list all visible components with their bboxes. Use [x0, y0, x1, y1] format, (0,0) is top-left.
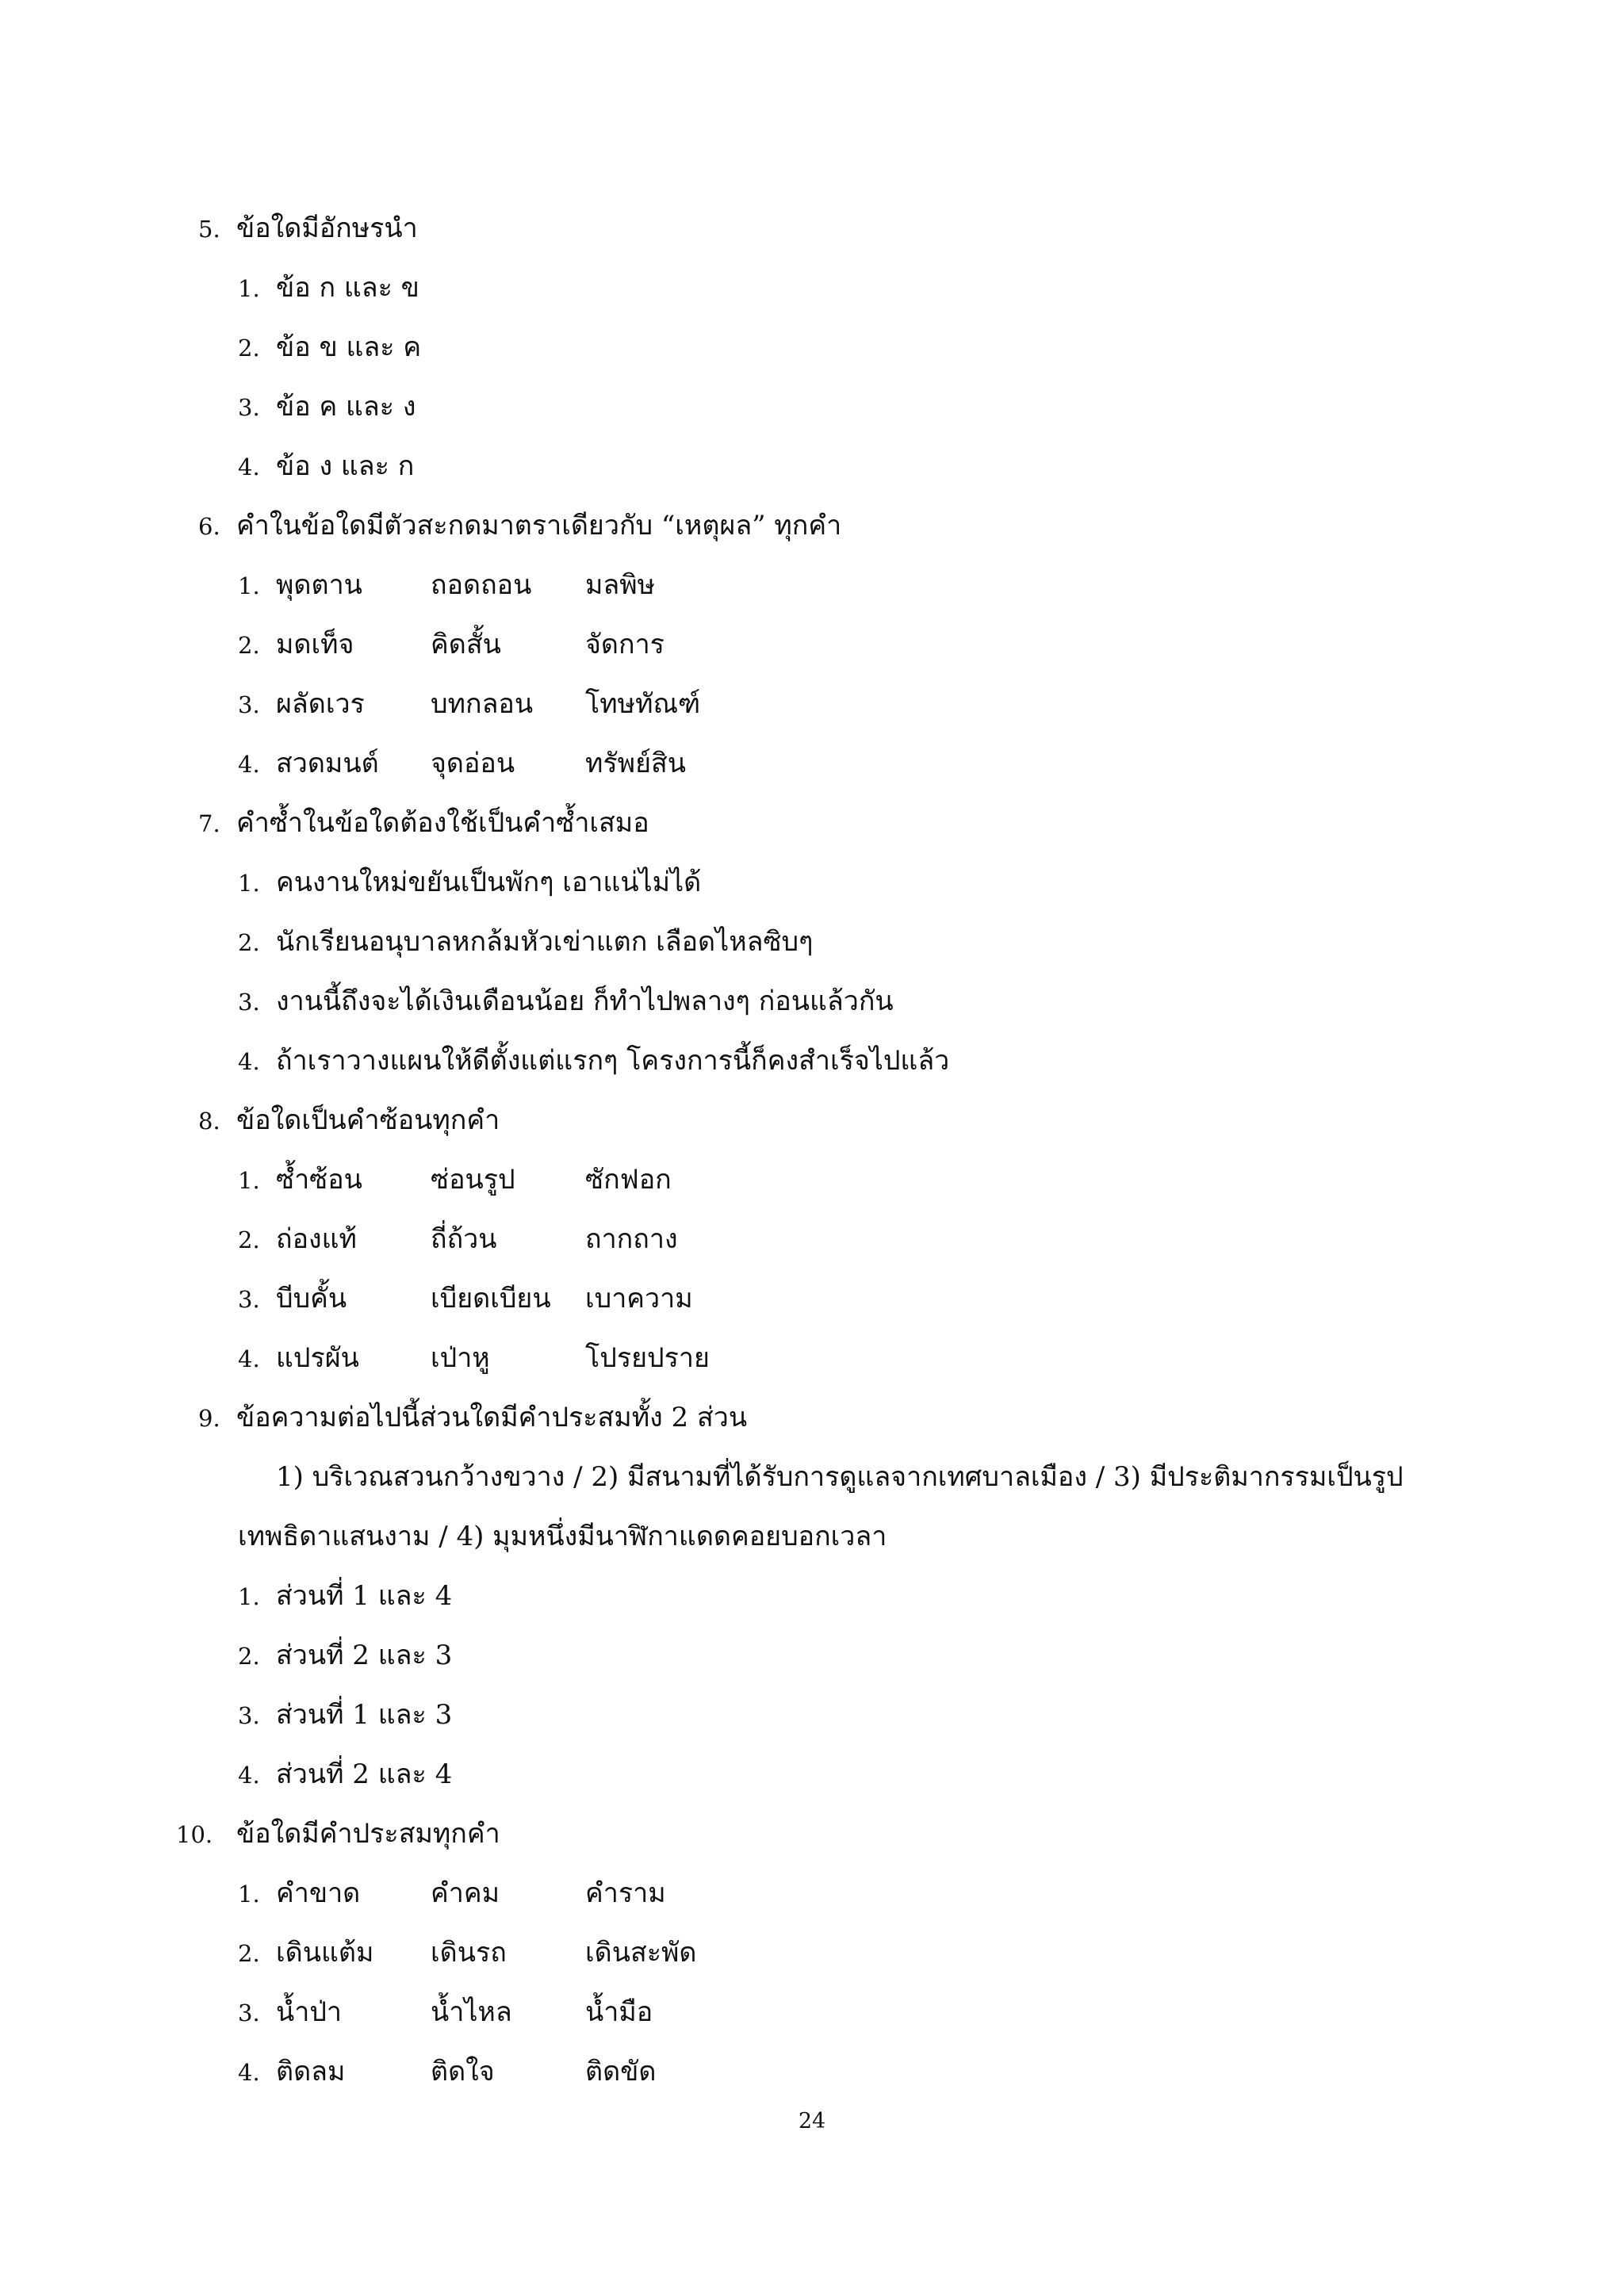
choice-number: 2. — [238, 1643, 260, 1670]
choice-text: ข้อ ก และ ข — [276, 272, 419, 304]
choice-q5-1 — [238, 270, 419, 306]
choice-q6-4 — [238, 746, 687, 782]
choice-word: ทรัพย์สิน — [585, 748, 687, 779]
choice-number: 3. — [238, 1999, 260, 2026]
question-9 — [198, 1400, 747, 1436]
choice-q8-2 — [238, 1222, 678, 1257]
choice-q6-2 — [238, 627, 665, 663]
choice-number: 4. — [238, 1048, 260, 1075]
choice-word: น้ำป่า — [276, 1996, 343, 2028]
choice-word: เดินแต้ม — [276, 1937, 374, 1969]
choice-number: 1. — [238, 1881, 260, 1908]
choice-q5-2 — [238, 330, 421, 365]
question-text: คำในข้อใดมีตัวสะกดมาตราเดียวกับ “เหตุผล” ทุกคำ — [236, 510, 842, 541]
question-number: 9. — [198, 1405, 220, 1432]
choice-number: 1. — [238, 1167, 260, 1194]
choice-q6-1 — [238, 568, 656, 603]
choice-word: ซักฟอก — [585, 1164, 672, 1196]
choice-number: 3. — [238, 1286, 260, 1313]
choice-word: มลพิษ — [585, 569, 656, 601]
question-text: ข้อใดมีอักษรนำ — [236, 212, 418, 244]
question-number: 5. — [198, 216, 220, 243]
question-10 — [176, 1816, 500, 1852]
choice-q7-2 — [238, 924, 813, 960]
choice-q9-2 — [238, 1638, 452, 1674]
choice-q9-3 — [238, 1697, 452, 1733]
choice-word: น้ำมือ — [585, 1996, 653, 2028]
choice-word: เบาความ — [585, 1283, 693, 1314]
choice-q8-4 — [238, 1341, 710, 1376]
choice-word: คิดสั้น — [431, 629, 501, 660]
question-text: ข้อใดเป็นคำซ้อนทุกคำ — [236, 1104, 500, 1136]
choice-word: บทกลอน — [431, 688, 534, 720]
choice-text: คนงานใหม่ขยันเป็นพักๆ เอาแน่ไม่ได้ — [276, 867, 702, 898]
choice-q8-3 — [238, 1281, 693, 1317]
choice-text: ถ้าเราวางแผนให้ดีตั้งแต่แรกๆ โครงการนี้ก็คงสำเร็จไปแล้ว — [276, 1045, 950, 1077]
question-number: 6. — [198, 513, 220, 540]
choice-q10-3 — [238, 1995, 653, 2030]
choice-text: ข้อ ค และ ง — [276, 391, 416, 423]
page-number: 24 — [798, 2109, 826, 2133]
choice-text: นักเรียนอนุบาลหกล้มหัวเข่าแตก เลือดไหลซิบๆ — [276, 926, 814, 958]
choice-word: พุดตาน — [276, 569, 362, 601]
choice-number: 1. — [238, 275, 260, 302]
choice-word: สวดมนต์ — [276, 748, 379, 779]
choice-q7-1 — [238, 865, 701, 901]
question-6 — [198, 508, 841, 544]
choice-word: บีบคั้น — [276, 1283, 347, 1314]
choice-q10-4 — [238, 2054, 657, 2090]
choice-text: ส่วนที่ 2 และ 3 — [276, 1640, 453, 1671]
question-number: 10. — [176, 1821, 213, 1848]
choice-text: ข้อ ง และ ก — [276, 450, 415, 482]
question-7 — [198, 806, 649, 841]
choice-q6-3 — [238, 687, 701, 722]
choice-text: ส่วนที่ 1 และ 4 — [276, 1580, 453, 1612]
choice-q7-3 — [238, 984, 894, 1020]
choice-number: 3. — [238, 394, 260, 421]
choice-q8-1 — [238, 1162, 672, 1198]
question-number: 7. — [198, 810, 220, 837]
choice-q9-4 — [238, 1757, 452, 1793]
choice-q5-4 — [238, 449, 414, 484]
choice-word: โทษทัณฑ์ — [585, 688, 701, 720]
choice-number: 2. — [238, 929, 260, 956]
passage-line-1: 1) บริเวณสวนกว้างขวาง / 2) มีสนามที่ได้รับการดูแลจากเทศบาลเมือง / 3) มีประติมากรรมเป็นรูป — [276, 1461, 1404, 1493]
choice-word: ถี่ถ้วน — [431, 1223, 497, 1255]
choice-word: คำขาด — [276, 1877, 361, 1909]
choice-q10-1 — [238, 1876, 666, 1911]
choice-word: ซ้ำซ้อน — [276, 1164, 362, 1196]
passage-line-2: เทพธิดาแสนงาม / 4) มุมหนึ่งมีนาฬิกาแดดคอยบอกเวลา — [238, 1521, 887, 1552]
choice-text: ส่วนที่ 1 และ 3 — [276, 1699, 453, 1731]
choice-text: ข้อ ข และ ค — [276, 331, 422, 363]
choice-word: จุดอ่อน — [431, 748, 515, 779]
choice-number: 3. — [238, 691, 260, 718]
choice-word: ผลัดเวร — [276, 688, 365, 720]
choice-number: 1. — [238, 572, 260, 599]
question-5 — [198, 211, 418, 247]
choice-word: คำคม — [431, 1877, 500, 1909]
choice-word: จัดการ — [585, 629, 665, 660]
choice-number: 4. — [238, 751, 260, 778]
choice-number: 3. — [238, 1702, 260, 1729]
choice-q5-3 — [238, 389, 416, 425]
choice-number: 1. — [238, 1583, 260, 1610]
choice-word: มดเท็จ — [276, 629, 354, 660]
choice-word: ถากถาง — [585, 1223, 678, 1255]
choice-number: 4. — [238, 1762, 260, 1789]
choice-word: ติดใจ — [431, 2056, 495, 2087]
choice-word: แปรผัน — [276, 1342, 359, 1374]
choice-text: งานนี้ถึงจะได้เงินเดือนน้อย ก็ทำไปพลางๆ ก่อนแล้วกัน — [276, 985, 894, 1017]
choice-word: ถ่องแท้ — [276, 1223, 357, 1255]
question-number: 8. — [198, 1108, 220, 1135]
choice-word: เดินสะพัด — [585, 1937, 697, 1969]
choice-number: 1. — [238, 870, 260, 897]
choice-word: โปรยปราย — [585, 1342, 710, 1374]
choice-q10-2 — [238, 1935, 697, 1971]
choice-number: 4. — [238, 2059, 260, 2086]
choice-number: 2. — [238, 335, 260, 362]
choice-text: ส่วนที่ 2 และ 4 — [276, 1758, 453, 1790]
choice-word: คำราม — [585, 1877, 666, 1909]
question-text: คำซ้ำในข้อใดต้องใช้เป็นคำซ้ำเสมอ — [236, 807, 649, 839]
choice-word: ติดขัด — [585, 2056, 657, 2087]
choice-word: เบียดเบียน — [431, 1283, 551, 1314]
choice-number: 4. — [238, 1345, 260, 1372]
question-8 — [198, 1103, 500, 1138]
choice-word: น้ำไหล — [431, 1996, 512, 2028]
choice-word: ซ่อนรูป — [431, 1164, 515, 1196]
question-text: ข้อความต่อไปนี้ส่วนใดมีคำประสมทั้ง 2 ส่วน — [236, 1402, 748, 1433]
choice-q7-4 — [238, 1043, 949, 1079]
choice-q9-1 — [238, 1578, 452, 1614]
choice-number: 4. — [238, 453, 260, 480]
choice-word: เดินรถ — [431, 1937, 507, 1969]
choice-word: เป่าหู — [431, 1342, 490, 1374]
choice-number: 2. — [238, 1226, 260, 1253]
choice-number: 2. — [238, 632, 260, 659]
choice-number: 3. — [238, 989, 260, 1016]
choice-word: ถอดถอน — [431, 569, 532, 601]
question-text: ข้อใดมีคำประสมทุกคำ — [236, 1818, 500, 1850]
choice-word: ติดลม — [276, 2056, 346, 2087]
choice-number: 2. — [238, 1940, 260, 1967]
